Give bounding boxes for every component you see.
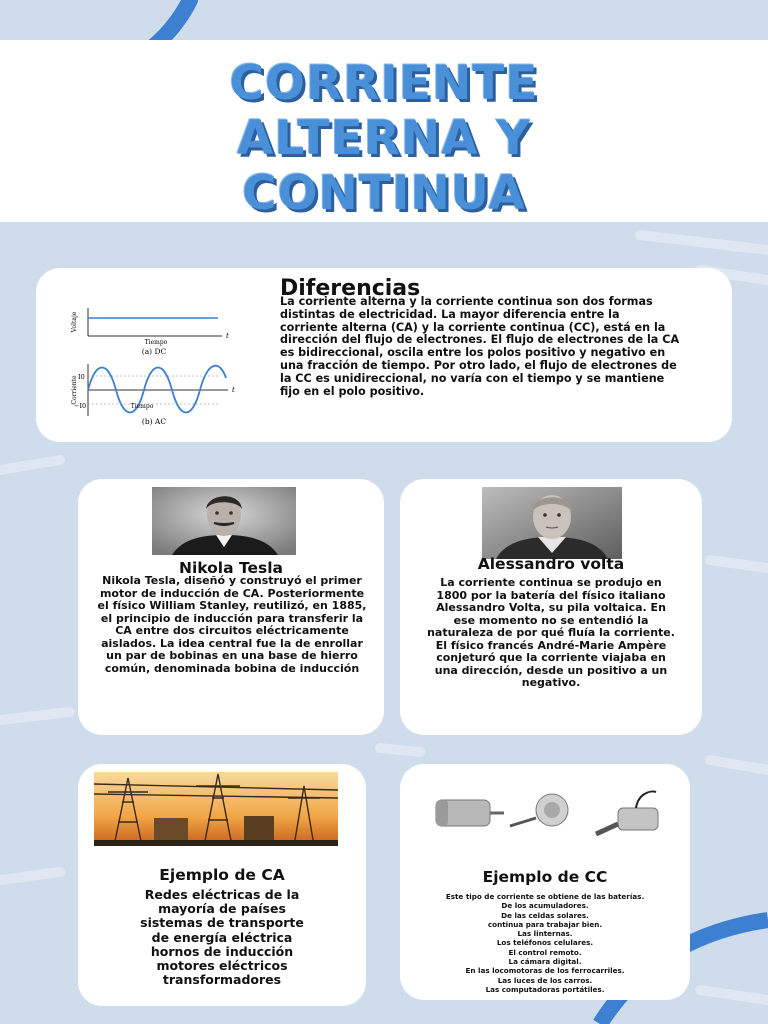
dc-example-list bbox=[430, 892, 660, 994]
ac-example-heading: Ejemplo de CA bbox=[159, 866, 285, 884]
ac-ylabel: Corriente bbox=[71, 375, 78, 405]
list-item: mayoría de países bbox=[158, 901, 286, 917]
dc-motors-image bbox=[430, 784, 666, 842]
differences-card bbox=[36, 268, 732, 442]
list-item: sistemas de transporte bbox=[140, 915, 304, 931]
list-item: de energía eléctrica bbox=[151, 929, 293, 945]
ac-graph bbox=[71, 364, 235, 426]
page-title: CORRIENTE ALTERNA Y CONTINUA bbox=[229, 56, 539, 221]
differences-heading: Diferencias bbox=[280, 276, 421, 301]
ac-axis-t: t bbox=[232, 386, 235, 394]
list-item: continua para trabajar bien. bbox=[487, 919, 603, 929]
dc-example-card bbox=[400, 764, 690, 1000]
list-item: De las celdas solares. bbox=[501, 910, 589, 920]
list-item: En las locomotoras de los ferrocarriles. bbox=[465, 966, 625, 976]
list-item: Las linternas. bbox=[517, 929, 573, 939]
list-item: Los teléfonos celulares. bbox=[496, 938, 594, 948]
dc-graph bbox=[71, 308, 229, 356]
tesla-portrait bbox=[152, 487, 296, 555]
dc-axis-t: t bbox=[226, 332, 229, 340]
volta-text: La corriente continua se produjo en 1800 por la batería del físico italiano Alessandro Volta, su pila voltaica. En ese momento no se entendió la naturaleza de por qué fluía la corriente. El físico francés André-Marie Ampère conjeturó que la corriente viajaba en una dirección, desde un positivo a un negativo. bbox=[427, 576, 675, 689]
dc-example-heading: Ejemplo de CC bbox=[482, 868, 608, 886]
ac-example-list bbox=[78, 888, 366, 987]
list-item: De los acumuladores. bbox=[501, 901, 589, 911]
volta-portrait bbox=[482, 487, 622, 559]
list-item: transformadores bbox=[162, 972, 282, 988]
list-item: Las luces de los carros. bbox=[497, 975, 593, 985]
volta-card bbox=[400, 479, 702, 735]
list-item: Redes eléctricas de la bbox=[144, 887, 300, 902]
dc-ac-graphs bbox=[66, 300, 246, 428]
ac-tick-pos: I0 bbox=[78, 373, 85, 381]
tesla-text: Nikola Tesla, diseñó y construyó el primer motor de inducción de CA. Posteriormente el físico William Stanley, reutilizó, en 1885, el principio de inducción para transferir la CA entre dos circuitos eléctricamente aislados. La idea central fue la de enrollar un par de bobinas en una base de hierro común, denominada bobina de inducción bbox=[97, 574, 367, 675]
list-item: El control remoto. bbox=[508, 947, 582, 957]
ac-example-card bbox=[78, 764, 366, 1006]
list-item: Este tipo de corriente se obtiene de las baterías. bbox=[445, 892, 645, 901]
differences-text: La corriente alterna y la corriente continua son dos formas distintas de electricidad. La mayor diferencia entre la corriente alterna (CA) y la corriente continua (CC), está en la dirección del flujo de electrones. El flujo de electrones de la CA es bidireccional, oscila entre los polos positivo y negativo en una fracción de tiempo. Por otro lado, el flujo de electrones de la CC es unidireccional, no varía con el tiempo y se mantiene fijo en el polo positivo. bbox=[280, 295, 680, 398]
tesla-name: Nikola Tesla bbox=[178, 559, 284, 577]
tesla-card bbox=[78, 479, 384, 735]
dc-caption: (a) DC bbox=[141, 347, 167, 356]
ac-xlabel: Tiempo bbox=[130, 403, 154, 410]
power-substation-image bbox=[94, 772, 338, 846]
dc-ylabel: Voltaje bbox=[71, 311, 78, 333]
list-item: hornos de inducción bbox=[150, 943, 294, 959]
list-item: motores eléctricos bbox=[156, 958, 288, 974]
list-item: Las computadoras portátiles. bbox=[485, 984, 605, 994]
ac-tick-neg: −I0 bbox=[74, 402, 87, 410]
ac-caption: (b) AC bbox=[141, 417, 167, 426]
list-item: La cámara digital. bbox=[508, 957, 582, 967]
volta-name: Alessandro volta bbox=[477, 555, 625, 573]
dc-xlabel: Tiempo bbox=[144, 339, 168, 346]
